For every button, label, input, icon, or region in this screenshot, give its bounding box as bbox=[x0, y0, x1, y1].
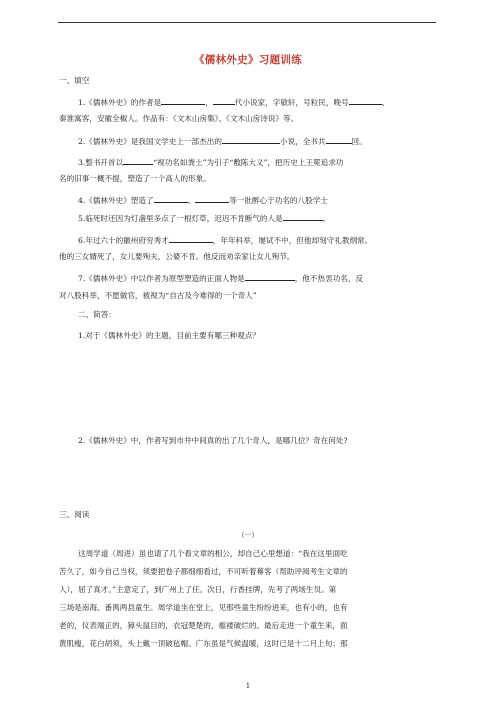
page-title: 《儒林外史》习题训练 bbox=[194, 54, 302, 66]
question-1: 1.《儒林外史》的作者是 ， 代小说家，字敏轩，号粒民，晚号 、 bbox=[78, 98, 390, 107]
question-3: 3.整书开首以 “视功名如粪土”为引子“敷陈大义”，把历史上王冕追求功 bbox=[78, 158, 344, 167]
reading-line: 三场是南海、番禺两县童生。周学道坐在堂上，见那些童生纷纷进来，也有小的，也有 bbox=[59, 603, 348, 612]
reading-line: 苦久了，如今自己当权，须要把卷子都细细看过，不可听着幕客（帮助评阅考生文章的 bbox=[59, 567, 348, 576]
question-6: 6.年过六十的徽州府穷秀才 ，年年科举，屡试不中，但他却刻守礼教纲常。 bbox=[78, 236, 373, 245]
blank[interactable] bbox=[213, 97, 235, 105]
blank[interactable] bbox=[349, 97, 382, 105]
section-heading-reading: 三、阅读 bbox=[59, 510, 90, 519]
blank[interactable] bbox=[123, 157, 153, 165]
reading-line: 人），屈了真才。”主意定了，到广州上了任。次日，行香挂牌，先考了两场生员。第 bbox=[59, 585, 337, 594]
question-4: 4.《儒林外史》塑造了 、 等一批醉心于功名的八股学士 bbox=[78, 196, 328, 205]
blank[interactable] bbox=[245, 273, 295, 281]
blank[interactable] bbox=[222, 136, 280, 144]
page-number: 1 bbox=[245, 682, 251, 690]
blank[interactable] bbox=[161, 97, 205, 105]
question-5: 5.临死时还因为灯盏里多点了一根灯草，迟迟不肯断气的人是 。 bbox=[78, 214, 331, 223]
question-3-cont: 名的旧事一概不提，塑造了一个高人的形象。 bbox=[59, 174, 211, 183]
blank[interactable] bbox=[195, 195, 229, 203]
header-rule bbox=[58, 22, 436, 23]
blank[interactable] bbox=[283, 213, 323, 221]
reading-line: 黄肌瘦，花白胡须，头上戴一顶破毡帽。广东虽是气候温暖，这时已是十二月上旬；那 bbox=[59, 639, 348, 648]
question-7-cont: 对八股科举，不愿做官，被视为“自古及今难得的一个奇人” bbox=[59, 291, 257, 300]
question-1-cont: 秦淮寓客，安徽全椒人。作品有：《文木山房集》、《文木山房诗说》等。 bbox=[59, 114, 299, 123]
blank[interactable] bbox=[154, 195, 188, 203]
question-7: 7.《儒林外史》中以作者为原型塑造的正面人物是 ，他不热衷功名，反 bbox=[78, 274, 364, 283]
blank[interactable] bbox=[169, 235, 213, 243]
short-answer-1: 1.对于《儒林外史》的主题，目前主要有哪三种观点？ bbox=[78, 331, 260, 340]
reading-part-label: （一） bbox=[237, 531, 259, 539]
reading-line: 老的，仪表端正的，獐头鼠目的，衣冠楚楚的，褴褛破烂的。最后走进一个童生来，面 bbox=[59, 621, 348, 630]
reading-line: 这周学道（周进）虽也请了几个看文章的相公，却自己心里想道：“我在这里面吃 bbox=[78, 549, 348, 558]
short-answer-2: 2.《儒林外史》中，作者写到市井中间真的出了几个奇人，是哪几位？奇在何处? bbox=[78, 436, 348, 445]
question-6-cont: 他的三女婿死了，女儿要殉夫，公婆不肯。他反而劝亲家让女儿殉节。 bbox=[59, 252, 295, 261]
question-2: 2.《儒林外史》是我国文学史上一部杰出的 小说，全书共 回。 bbox=[78, 137, 367, 146]
blank[interactable] bbox=[326, 136, 352, 144]
section-heading-fill-in: 一、填空 bbox=[59, 76, 90, 85]
section-heading-short-answer: 二、简答： bbox=[78, 310, 116, 319]
